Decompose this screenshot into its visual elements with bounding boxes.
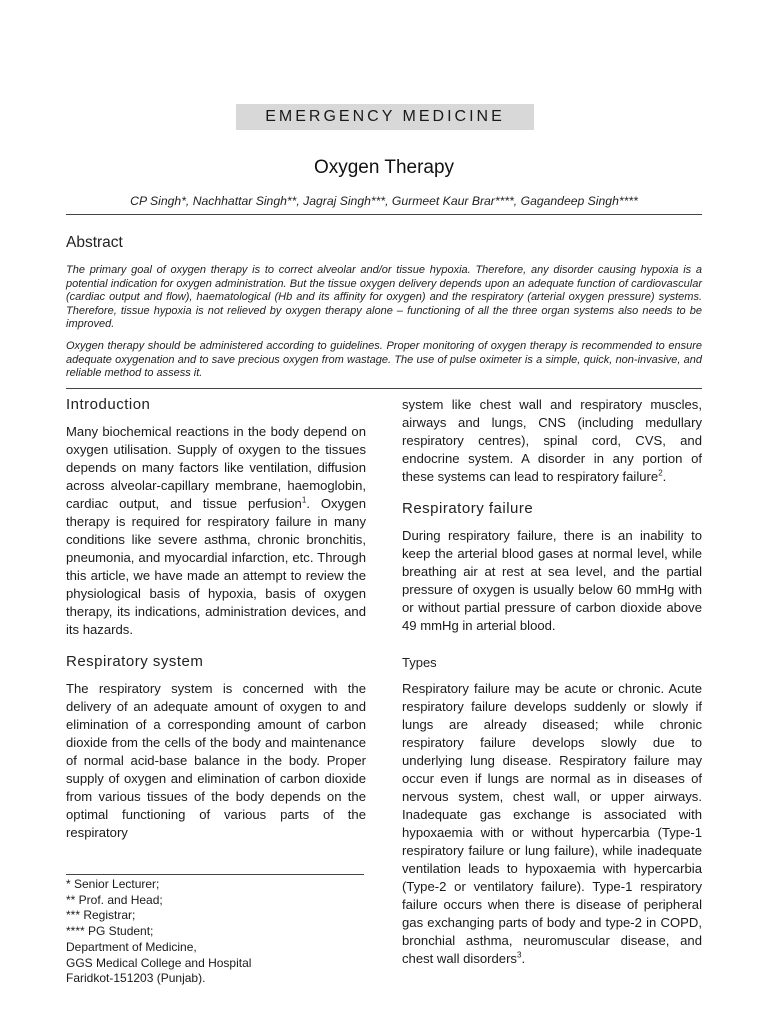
abstract-heading: Abstract xyxy=(66,234,123,251)
footnote-line: GGS Medical College and Hospital xyxy=(66,955,252,970)
citation-ref: 3 xyxy=(516,950,522,960)
right-column xyxy=(402,396,702,982)
types-paragraph: Respiratory failure may be acute or chronic. Acute respiratory failure develops suddenly or slowly if lungs are already diseased; while chronic respiratory failure develops slowly due to underlying lung disease. Respiratory failure may occur even if lungs are normal as in diseases of nervous system, chest wall, or upper airways. Inadequate gas exchange is associated with hypoxaemia with or without hypercarbia (Type-1 respiratory failure or lung failure), while inadequate ventilation leads to hypoxaemia with hypercarbia (Type-2 or ventilatory failure). Type-1 respiratory failure occurs when there is disease of peripheral gas exchanging parts of body and type-2 in COPD, bronchial asthma, neuromuscular disease, and chest wall disorders$^3$. xyxy=(402,681,702,966)
section-heading-respiratory-failure: Respiratory failure xyxy=(402,500,534,517)
divider-rule xyxy=(66,388,702,389)
section-banner: EMERGENCY MEDICINE xyxy=(236,104,534,130)
abstract-paragraph: Oxygen therapy should be administered according to guidelines. Proper monitoring of oxygen therapy is recommended to ensure adequate oxygenation and to save precious oxygen from wastage. The use of pulse oximeter is a simple, quick, non-invasive, and reliable method to assess it. xyxy=(66,340,702,380)
citation-ref: 1 xyxy=(301,495,307,505)
footnote-line: * Senior Lecturer; xyxy=(66,877,160,891)
subheading-types: Types xyxy=(402,655,437,670)
author-list: CP Singh*, Nachhattar Singh**, Jagraj Singh***, Gurmeet Kaur Brar****, Gagandeep Singh**** xyxy=(130,194,638,208)
introduction-paragraph: Many biochemical reactions in the body depend on oxygen utilisation. Supply of oxygen to the tissues depends on many factors like ventilation, diffusion across alveolar-capillary membrane, haemoglobin, cardiac output, and tissue perfusion$^1$. Oxygen therapy is required for respiratory failure in many conditions like severe asthma, chronic bronchitis, pneumonia, and myocardial infarction, etc. Through this article, we have made an attempt to review the physiological basis of hypoxia, basis of oxygen therapy, its indications, administration devices, and its hazards. xyxy=(66,424,366,637)
divider-rule xyxy=(66,214,702,215)
respiratory-system-paragraph-continued: system like chest wall and respiratory muscles, airways and lungs, CNS (including medullary respiratory centres), spinal cord, CVS, and endocrine system. A disorder in any portion of these systems can lead to respiratory failure$^2$. xyxy=(402,397,702,484)
footnote-line: **** PG Student; xyxy=(66,924,154,939)
left-column xyxy=(66,396,366,856)
section-heading-respiratory-system: Respiratory system xyxy=(66,653,204,670)
footnote-line: Department of Medicine, xyxy=(66,939,197,954)
respiratory-failure-paragraph: During respiratory failure, there is an inability to keep the arterial blood gases at normal level, while breathing air at rest at sea level, and the partial pressure of oxygen is usually below 60 mmHg with or without partial pressure of carbon dioxide above 49 mmHg in arterial blood. xyxy=(402,528,702,633)
footnote-line: *** Registrar; xyxy=(66,908,136,923)
footnote-line: ** Prof. and Head; xyxy=(66,892,163,907)
section-heading-introduction: Introduction xyxy=(66,396,151,413)
article-title: Oxygen Therapy xyxy=(313,157,455,178)
footnote-line: Faridkot-151203 (Punjab). xyxy=(66,971,206,986)
citation-ref: 2 xyxy=(658,468,663,478)
footnote-rule xyxy=(66,874,364,875)
author-footnotes xyxy=(66,877,366,987)
abstract-paragraph: The primary goal of oxygen therapy is to correct alveolar and/or tissue hypoxia. Therefore, any disorder causing hypoxia is a potential indication for oxygen administration. But the tissue oxygen delivery depends upon an adequate function of cardiovascular (cardiac output and flow), haematological (Hb and its affinity for oxygen) and the respiratory (arterial oxygen pressure) systems. Therefore, tissue hypoxia is not relieved by oxygen therapy alone – functioning of all the three organ systems also needs to be improved. xyxy=(66,264,702,331)
respiratory-system-paragraph: The respiratory system is concerned with the delivery of an adequate amount of oxygen to and elimination of a corresponding amount of carbon dioxide from the cells of the body and maintenance of normal acid-base balance in the body. Proper supply of oxygen and elimination of carbon dioxide from various tissues of the body depends on the optimal functioning of various parts of the respiratory xyxy=(66,681,366,840)
